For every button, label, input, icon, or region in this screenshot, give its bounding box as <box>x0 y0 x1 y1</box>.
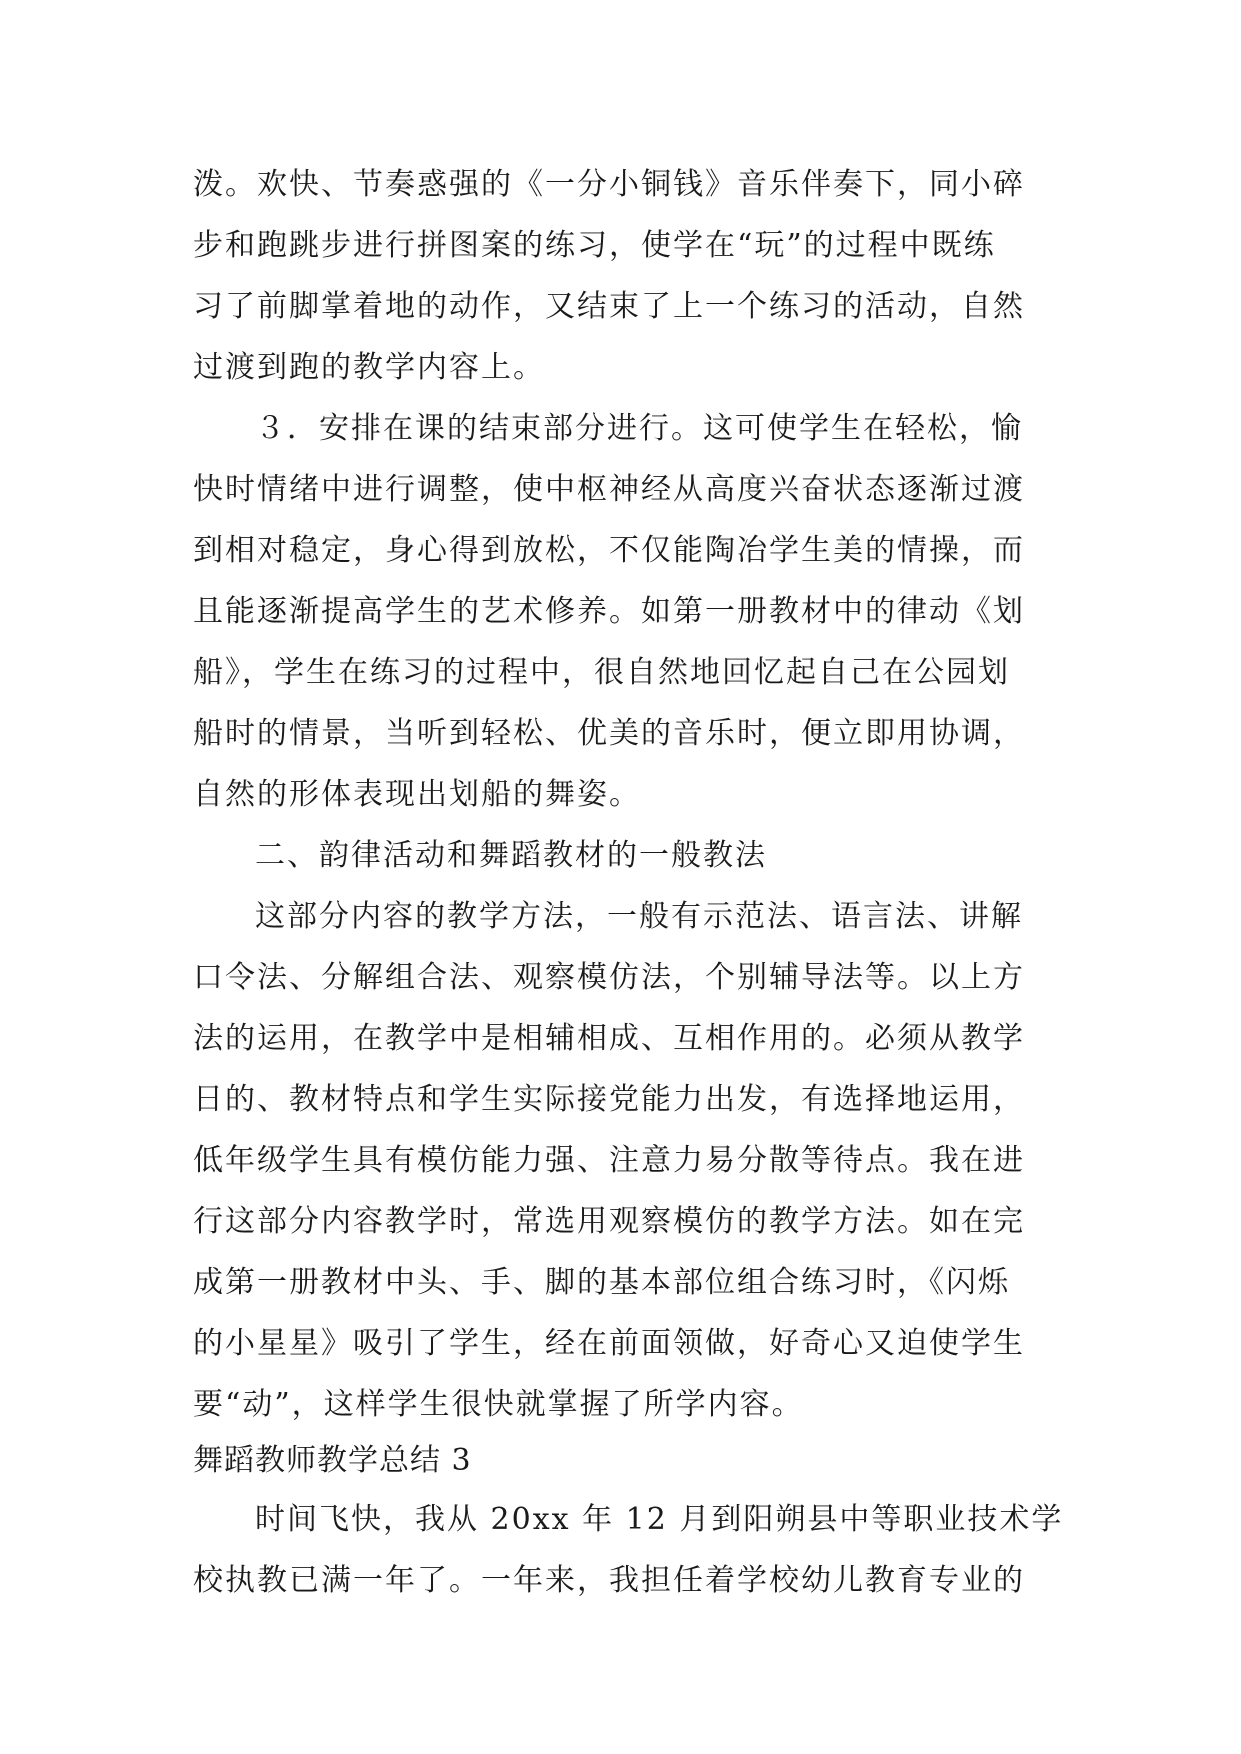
body-text-line: 过渡到跑的教学内容上。 <box>193 350 545 385</box>
body-text-line: 习了前脚掌着地的动作，又结束了上一个练习的活动，自然 <box>193 289 1025 324</box>
body-text-line: 日的、教材特点和学生实际接党能力出发，有选择地运用， <box>193 1082 1025 1117</box>
body-text-line: 自然的形体表现出划船的舞姿。 <box>193 777 641 812</box>
body-text-line: 成第一册教材中头、手、脚的基本部位组合练习时，《闪烁 <box>193 1265 1010 1300</box>
body-text-line: 到相对稳定，身心得到放松，不仅能陶冶学生美的情操，而 <box>193 533 1025 568</box>
paragraph-first-line: ３．安排在课的结束部分进行。这可使学生在轻松，愉 <box>255 411 1023 446</box>
body-text-line: 泼。欢快、节奏惑强的《一分小铜钱》音乐伴奏下，同小碎 <box>193 167 1025 202</box>
body-text-line: 法的运用，在教学中是相辅相成、互相作用的。必须从教学 <box>193 1021 1025 1056</box>
body-text-line: 校执教已满一年了。一年来，我担任着学校幼儿教育专业的 <box>193 1563 1025 1598</box>
body-text-line: 船时的情景，当听到轻松、优美的音乐时，便立即用协调， <box>193 716 1025 751</box>
body-text-line: 船》，学生在练习的过程中，很自然地回忆起自己在公园划 <box>193 655 1010 690</box>
body-text-line: 的小星星》吸引了学生，经在前面领做，好奇心又迫使学生 <box>193 1326 1025 1361</box>
paragraph-first-line: 时间飞快，我从 20xx 年 12 月到阳朔县中等职业技术学 <box>255 1502 1064 1537</box>
body-text-line: 低年级学生具有模仿能力强、注意力易分散等待点。我在进 <box>193 1143 1025 1178</box>
body-text-line: 且能逐渐提高学生的艺术修养。如第一册教材中的律动《划 <box>193 594 1025 629</box>
body-text-line: 行这部分内容教学时，常选用观察模仿的教学方法。如在完 <box>193 1204 1025 1239</box>
body-text-line: 口令法、分解组合法、观察模仿法，个别辅导法等。以上方 <box>193 960 1025 995</box>
body-text-line: 步和跑跳步进行拼图案的练习，使学在“玩”的过程中既练 <box>193 228 996 263</box>
document-section-title: 舞蹈教师教学总结 3 <box>193 1443 472 1478</box>
body-text-line: 要“动”，这样学生很快就掌握了所学内容。 <box>193 1387 804 1422</box>
section-heading: 二、韵律活动和舞蹈教材的一般教法 <box>255 838 767 873</box>
paragraph-first-line: 这部分内容的教学方法，一般有示范法、语言法、讲解 <box>255 899 1023 934</box>
body-text-line: 快时情绪中进行调整，使中枢神经从高度兴奋状态逐渐过渡 <box>193 472 1025 507</box>
